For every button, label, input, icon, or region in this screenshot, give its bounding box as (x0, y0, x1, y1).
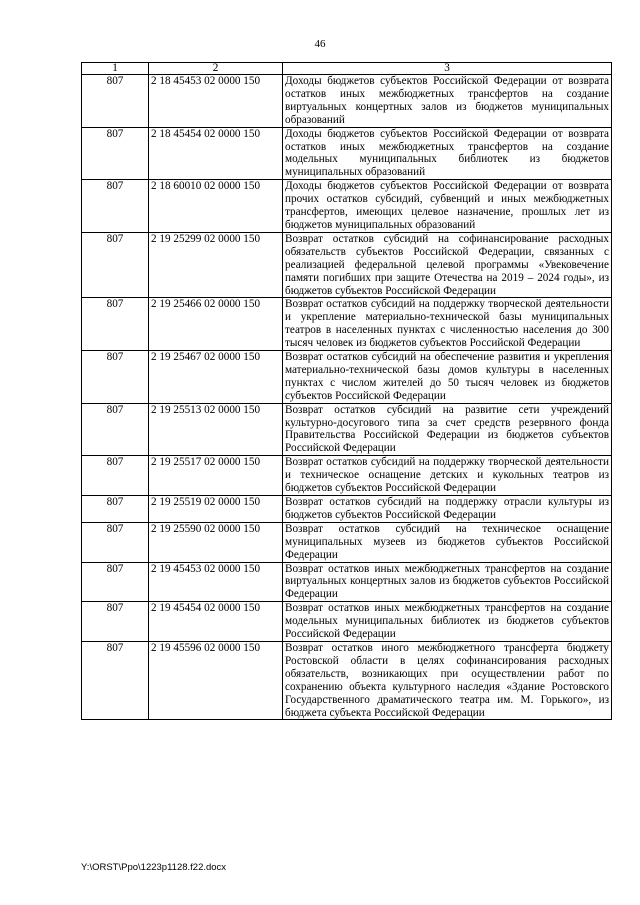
budget-code-cell: 2 18 45453 02 0000 150 (149, 75, 283, 128)
budget-code-cell: 2 19 25466 02 0000 150 (149, 298, 283, 351)
admin-code-cell: 807 (82, 75, 149, 128)
budget-code-cell: 2 19 25517 02 0000 150 (149, 456, 283, 496)
description-cell: Доходы бюджетов субъектов Российской Федерации от возврата остатков иных межбюджетных трансфертов на создание модельных муниципальных библиотек из бюджетов муниципальных образований (283, 127, 612, 180)
admin-code-cell: 807 (82, 456, 149, 496)
admin-code-cell: 807 (82, 232, 149, 298)
admin-code-cell: 807 (82, 602, 149, 642)
budget-code-cell: 2 19 25519 02 0000 150 (149, 496, 283, 523)
budget-code-cell: 2 19 45596 02 0000 150 (149, 641, 283, 719)
table-row (82, 232, 612, 298)
table-row (82, 641, 612, 719)
table-row (82, 602, 612, 642)
admin-code-cell: 807 (82, 127, 149, 180)
budget-code-cell: 2 19 25590 02 0000 150 (149, 522, 283, 562)
description-cell: Возврат остатков иного межбюджетного трансферта бюджету Ростовской области в целях софинансирования расходных обязательств, возникающих при осуществлении работ по сохранению объекта культурного наследия «Здание Ростовского Государственного драматического театра им. М. Горького», из бюджета субъекта Российской Федерации (283, 641, 612, 719)
budget-code-cell: 2 19 45454 02 0000 150 (149, 602, 283, 642)
table-row (82, 75, 612, 128)
budget-codes-table (81, 62, 612, 720)
table-row (82, 180, 612, 233)
file-path-footer: Y:\ORST\Ppo\1223p1128.f22.docx (81, 862, 227, 873)
table-row (82, 562, 612, 602)
description-cell: Возврат остатков субсидий на техническое оснащение муниципальных музеев из бюджетов субъектов Российской Федерации (283, 522, 612, 562)
description-cell: Возврат остатков иных межбюджетных трансфертов на создание виртуальных концертных залов из бюджетов субъектов Российской Федерации (283, 562, 612, 602)
description-cell: Возврат остатков субсидий на развитие сети учреждений культурно-досугового типа за счет средств резервного фонда Правительства Российской Федерации из бюджетов субъектов Российской Федерации (283, 403, 612, 456)
description-cell: Возврат остатков субсидий на поддержку творческой деятельности и техническое оснащение детских и кукольных театров из бюджетов субъектов Российской Федерации (283, 456, 612, 496)
description-cell: Возврат остатков субсидий на поддержку отрасли культуры из бюджетов субъектов Российской Федерации (283, 496, 612, 523)
description-cell: Возврат остатков субсидий на обеспечение развития и укрепления материально-технической базы домов культуры в населенных пунктах с числом жителей до 50 тысяч человек из бюджетов субъектов Российской Федерации (283, 351, 612, 404)
budget-code-cell: 2 18 60010 02 0000 150 (149, 180, 283, 233)
table-row (82, 351, 612, 404)
admin-code-cell: 807 (82, 403, 149, 456)
admin-code-cell: 807 (82, 496, 149, 523)
budget-code-cell: 2 19 25467 02 0000 150 (149, 351, 283, 404)
page-number: 46 (314, 38, 326, 50)
table-row (82, 522, 612, 562)
admin-code-cell: 807 (82, 562, 149, 602)
admin-code-cell: 807 (82, 351, 149, 404)
budget-code-cell: 2 19 25513 02 0000 150 (149, 403, 283, 456)
budget-code-cell: 2 19 45453 02 0000 150 (149, 562, 283, 602)
admin-code-cell: 807 (82, 180, 149, 233)
description-cell: Возврат остатков субсидий на поддержку творческой деятельности и укрепление материально-технической базы муниципальных театров в населенных пунктах с численностью населения до 300 тысяч человек из бюджетов субъектов Российской Федерации (283, 298, 612, 351)
table-header-row (82, 63, 612, 75)
description-cell: Возврат остатков иных межбюджетных трансфертов на создание модельных муниципальных библиотек из бюджетов субъектов Российской Федерации (283, 602, 612, 642)
description-cell: Доходы бюджетов субъектов Российской Федерации от возврата прочих остатков субсидий, субвенций и иных межбюджетных трансфертов, имеющих целевое назначение, прошлых лет из бюджетов муниципальных образований (283, 180, 612, 233)
budget-code-cell: 2 19 25299 02 0000 150 (149, 232, 283, 298)
header-col-1: 1 (82, 63, 149, 75)
budget-code-cell: 2 18 45454 02 0000 150 (149, 127, 283, 180)
admin-code-cell: 807 (82, 522, 149, 562)
table-row (82, 298, 612, 351)
table-row (82, 456, 612, 496)
admin-code-cell: 807 (82, 641, 149, 719)
description-cell: Возврат остатков субсидий на софинансирование расходных обязательств субъектов Российской Федерации, связанных с реализацией федеральной целевой программы «Увековечение памяти погибших при защите Отечества на 2019 – 2024 годы», из бюджетов субъектов Российской Федерации (283, 232, 612, 298)
header-col-3: 3 (283, 63, 612, 75)
admin-code-cell: 807 (82, 298, 149, 351)
table-row (82, 496, 612, 523)
table-row (82, 403, 612, 456)
header-col-2: 2 (149, 63, 283, 75)
description-cell: Доходы бюджетов субъектов Российской Федерации от возврата остатков иных межбюджетных трансфертов на создание виртуальных концертных залов из бюджетов муниципальных образований (283, 75, 612, 128)
table-row (82, 127, 612, 180)
